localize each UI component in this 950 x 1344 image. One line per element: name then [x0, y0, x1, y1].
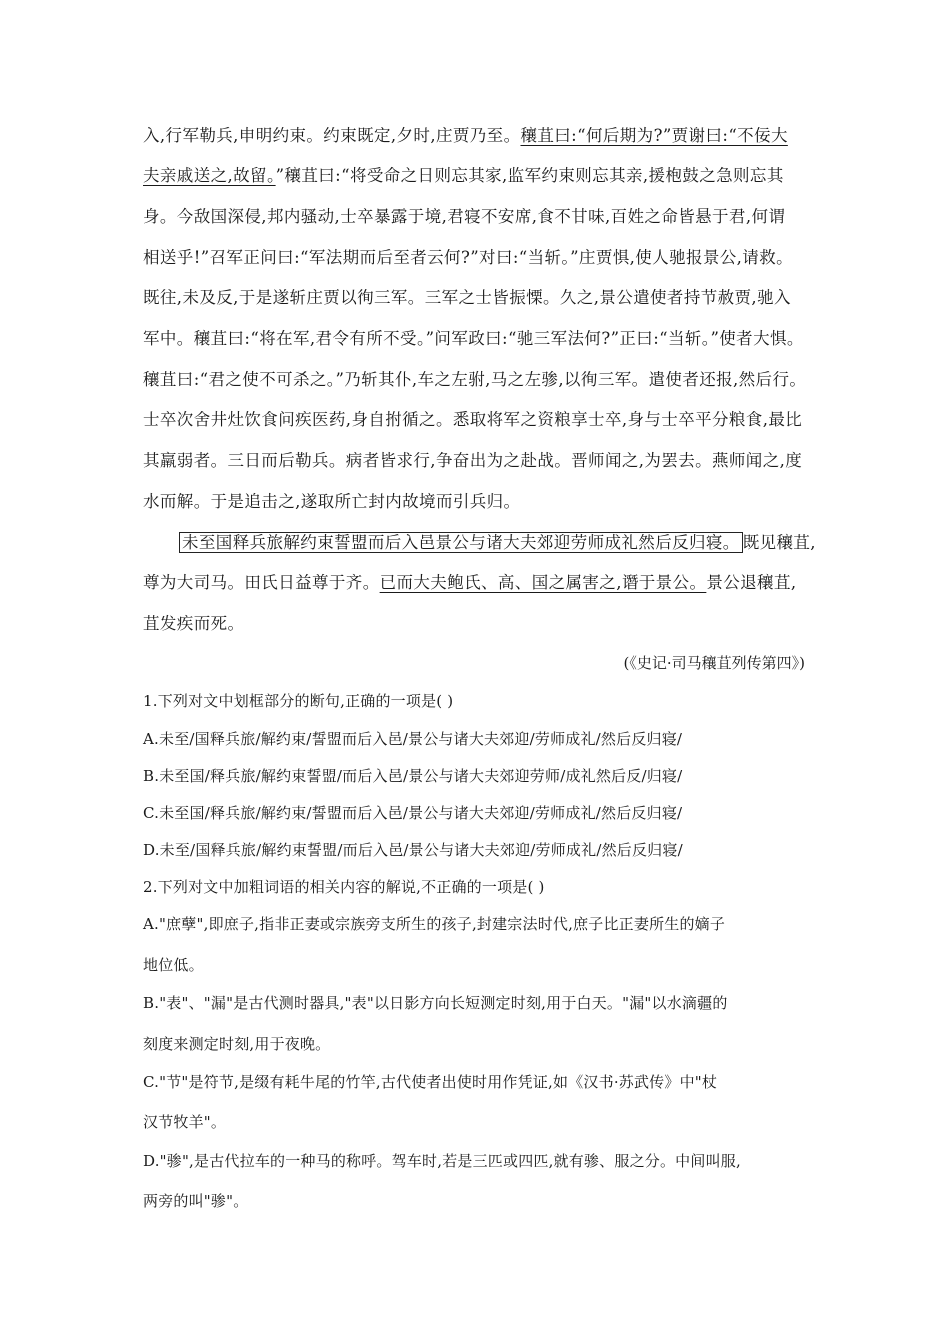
question-2-option-a: A."庶孽",即庶子,指非正妻或宗族旁支所生的孩子,封建宗法时代,庶子比正妻所生的嫡子 [143, 915, 726, 933]
question-1-option-a: A.未至/国释兵旅/解约束/誓盟而后入邑/景公与诸大夫郊迎/劳师成礼/然后反归寝/ [143, 730, 683, 748]
question-1-option-c: C.未至国/释兵旅/解约束/誓盟而后入邑/景公与诸大夫郊迎/劳师成礼/然后反归寝/ [143, 804, 683, 822]
passage-line-3: 身。今敌国深侵,邦内骚动,士卒暴露于境,君寝不安席,食不甘味,百姓之命皆悬于君,何谓 [143, 207, 786, 226]
underlined-sentence: 夫亲戚送之,故留。 [143, 166, 276, 185]
passage-line-2 [143, 166, 784, 186]
passage-line-4: 相送乎!”召军正问曰:“军法期而后至者云何?”对曰:“当斩。”庄贾惧,使人驰报景公,请救。 [143, 248, 794, 267]
question-2-option-c: C."节"是符节,是缀有耗牛尾的竹竿,古代使者出使时用作凭证,如《汉书·苏武传》中"杖 [143, 1073, 718, 1091]
passage-line-8: 士卒次舍井灶饮食问疾医药,身自拊循之。悉取将军之资粮享士卒,身与士卒平分粮食,最比 [143, 410, 803, 429]
passage-text: 尊为大司马。田氏日益尊于齐。 [143, 573, 380, 592]
underlined-sentence: 穰苴曰:“何后期为?”贾谢曰:“不佞大 [520, 126, 788, 145]
passage-text: 既见穰苴, [742, 533, 816, 552]
passage-text: ”穰苴曰:“将受命之日则忘其家,监军约束则忘其亲,援枹鼓之急则忘其 [275, 166, 784, 185]
passage-text: 景公退穰苴, [706, 573, 797, 592]
question-2-option-b-cont: 刻度来测定时刻,用于夜晚。 [143, 1035, 331, 1053]
question-2-option-d-cont: 两旁的叫"骖"。 [143, 1192, 249, 1210]
question-1-stem: 1.下列对文中划框部分的断句,正确的一项是( ) [143, 692, 454, 710]
question-2-option-c-cont: 汉节牧羊"。 [143, 1113, 227, 1131]
passage-line-10: 水而解。于是追击之,遂取所亡封内故境而引兵归。 [143, 492, 521, 511]
passage-line-13: 苴发疾而死。 [143, 614, 245, 633]
source-citation: (《史记·司马穰苴列传第四》) [623, 654, 805, 672]
question-2-option-b: B."表"、"漏"是古代测时器具,"表"以日影方向长短测定时刻,用于白天。"漏"以水滴疆的 [143, 994, 728, 1012]
passage-line-11 [179, 533, 816, 553]
passage-text: 入,行军勒兵,申明约束。约束既定,夕时,庄贾乃至。 [143, 126, 521, 145]
passage-line-9: 其羸弱者。三日而后勒兵。病者皆求行,争奋出为之赴战。晋师闻之,为罢去。燕师闻之,度 [143, 451, 803, 470]
question-2-stem: 2.下列对文中加粗词语的相关内容的解说,不正确的一项是( ) [143, 878, 545, 896]
passage-line-5: 既往,未及反,于是遂斩庄贾以徇三军。三军之士皆振慄。久之,景公遣使者持节赦贾,驰入 [143, 288, 791, 307]
passage-line-7: 穰苴曰:“君之使不可杀之。”乃斩其仆,车之左驸,马之左骖,以徇三军。遣使者还报,然后行。 [143, 370, 807, 389]
passage-line-6: 军中。穰苴曰:“将在军,君令有所不受。”问军政曰:“驰三军法何?”正曰:“当斩。”使者大惧。 [143, 329, 804, 348]
question-1-option-b: B.未至国/释兵旅/解约束誓盟/而后入邑/景公与诸大夫郊迎劳师/成礼然后反/归寝/ [143, 767, 683, 785]
underlined-sentence: 已而大夫鲍氏、高、国之属害之,谮于景公。 [379, 573, 707, 592]
question-2-option-d: D."骖",是古代拉车的一种马的称呼。驾车时,若是三匹或四匹,就有骖、服之分。中间叫服, [143, 1152, 741, 1170]
question-2-option-a-cont: 地位低。 [143, 956, 204, 974]
boxed-sentence: 未至国释兵旅解约束誓盟而后入邑景公与诸大夫郊迎劳师成礼然后反归寝。 [179, 532, 743, 553]
passage-line-1 [143, 126, 788, 146]
passage-line-12 [143, 573, 797, 593]
question-1-option-d: D.未至/国释兵旅/解约束誓盟/而后入邑/景公与诸大夫郊迎/劳师成礼/然后反归寝/ [143, 841, 683, 859]
